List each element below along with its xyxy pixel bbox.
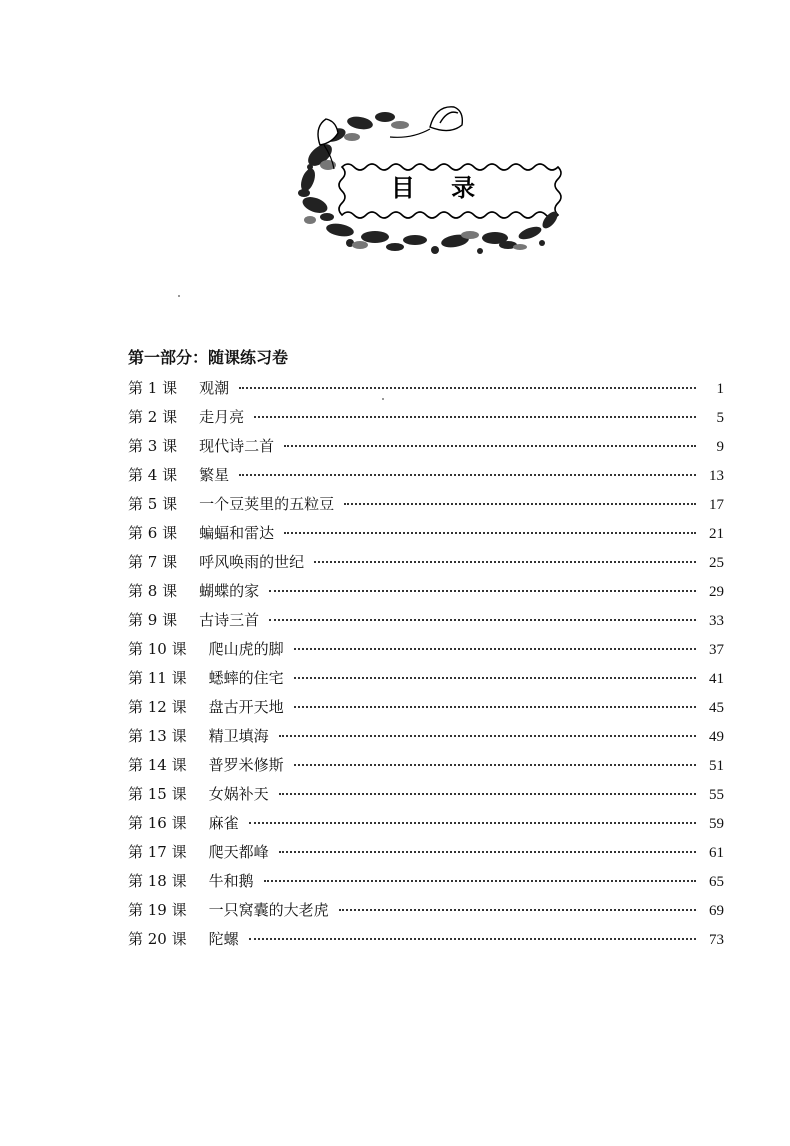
page-title: 目 录	[390, 174, 490, 202]
lesson-number: 第 14 课	[128, 756, 187, 774]
dot-leader	[269, 618, 696, 621]
dot-leader	[239, 473, 696, 476]
dot-leader	[254, 415, 696, 418]
lesson-number: 第 19 课	[128, 901, 187, 919]
lesson-title: 牛和鹅	[208, 872, 254, 890]
lesson-number: 第 3 课	[128, 437, 178, 455]
page-number: 13	[709, 468, 724, 484]
dot-leader	[284, 444, 696, 447]
toc-entry[interactable]	[128, 896, 724, 925]
toc-entry[interactable]	[128, 635, 724, 664]
lesson-number: 第 15 课	[128, 785, 187, 803]
toc-entry[interactable]	[128, 374, 724, 403]
dot-leader	[314, 560, 696, 563]
lesson-title: 陀螺	[208, 930, 239, 948]
dot-leader	[279, 850, 696, 853]
lesson-number: 第 4 课	[128, 466, 178, 484]
dot-leader	[249, 937, 696, 940]
lesson-number: 第 8 课	[128, 582, 178, 600]
dot-leader	[339, 908, 696, 911]
page-number: 5	[716, 410, 724, 426]
toc-entry[interactable]	[128, 722, 724, 751]
lesson-title: 呼风唤雨的世纪	[199, 553, 305, 571]
dot-leader	[294, 705, 696, 708]
page-number: 1	[716, 381, 724, 397]
lesson-title: 麻雀	[208, 814, 239, 832]
page-number: 61	[709, 845, 724, 861]
page-number: 45	[709, 700, 724, 716]
lesson-number: 第 7 课	[128, 553, 178, 571]
dot-leader	[294, 647, 696, 650]
toc-entry[interactable]	[128, 867, 724, 896]
lesson-title: 女娲补天	[208, 785, 269, 803]
page-number: 29	[709, 584, 724, 600]
lesson-title: 爬天都峰	[208, 843, 269, 861]
toc-entry[interactable]	[128, 548, 724, 577]
lesson-title: 盘古开天地	[208, 698, 284, 716]
lesson-number: 第 20 课	[128, 930, 187, 948]
toc-entry[interactable]	[128, 751, 724, 780]
lesson-number: 第 2 课	[128, 408, 178, 426]
toc-entry[interactable]	[128, 838, 724, 867]
toc-entry[interactable]	[128, 461, 724, 490]
lesson-title: 走月亮	[199, 408, 245, 426]
lesson-number: 第 18 课	[128, 872, 187, 890]
lesson-title: 繁星	[199, 466, 230, 484]
page-number: 55	[709, 787, 724, 803]
page-number: 9	[716, 439, 724, 455]
lesson-number: 第 17 课	[128, 843, 187, 861]
lesson-number: 第 12 课	[128, 698, 187, 716]
page-number: 25	[709, 555, 724, 571]
lesson-title: 蟋蟀的住宅	[208, 669, 284, 687]
dot-leader	[269, 589, 696, 592]
lesson-title: 一只窝囊的大老虎	[208, 901, 329, 919]
toc-entry[interactable]	[128, 693, 724, 722]
dot-leader	[279, 792, 696, 795]
lesson-title: 普罗米修斯	[208, 756, 284, 774]
scan-speck	[178, 295, 180, 297]
dot-leader	[249, 821, 696, 824]
lesson-number: 第 6 课	[128, 524, 178, 542]
lesson-title: 爬山虎的脚	[208, 640, 284, 658]
toc-entry[interactable]	[128, 490, 724, 519]
page-number: 49	[709, 729, 724, 745]
lesson-number: 第 10 课	[128, 640, 187, 658]
page-number: 59	[709, 816, 724, 832]
lesson-number: 第 16 课	[128, 814, 187, 832]
page-number: 37	[709, 642, 724, 658]
toc-entry[interactable]	[128, 664, 724, 693]
dot-leader	[294, 676, 696, 679]
lesson-number: 第 5 课	[128, 495, 178, 513]
toc-entry[interactable]	[128, 519, 724, 548]
lesson-title: 观潮	[199, 379, 230, 397]
toc-entry[interactable]	[128, 606, 724, 635]
page-number: 41	[709, 671, 724, 687]
lesson-number: 第 9 课	[128, 611, 178, 629]
dot-leader	[294, 763, 696, 766]
dot-leader	[344, 502, 696, 505]
dot-leader	[239, 386, 696, 389]
toc-entry[interactable]	[128, 809, 724, 838]
toc-entry[interactable]	[128, 925, 724, 954]
section-heading: 第一部分：随课练习卷	[128, 348, 289, 367]
page-number: 65	[709, 874, 724, 890]
page-number: 33	[709, 613, 724, 629]
table-of-contents	[128, 374, 724, 954]
scan-speck	[382, 398, 384, 400]
lesson-number: 第 11 课	[128, 669, 187, 687]
lesson-number: 第 13 课	[128, 727, 187, 745]
lesson-title: 现代诗二首	[199, 437, 275, 455]
page-number: 69	[709, 903, 724, 919]
lesson-title: 蝙蝠和雷达	[199, 524, 275, 542]
page-number: 51	[709, 758, 724, 774]
dot-leader	[284, 531, 696, 534]
page-number: 21	[709, 526, 724, 542]
page-number: 17	[709, 497, 724, 513]
page-number: 73	[709, 932, 724, 948]
lesson-title: 一个豆荚里的五粒豆	[199, 495, 335, 513]
toc-entry[interactable]	[128, 780, 724, 809]
toc-entry[interactable]	[128, 432, 724, 461]
lesson-title: 古诗三首	[199, 611, 260, 629]
dot-leader	[264, 879, 696, 882]
lesson-title: 精卫填海	[208, 727, 269, 745]
lesson-number: 第 1 课	[128, 379, 178, 397]
lesson-title: 蝴蝶的家	[199, 582, 260, 600]
toc-entry[interactable]	[128, 577, 724, 606]
toc-entry[interactable]	[128, 403, 724, 432]
dot-leader	[279, 734, 696, 737]
